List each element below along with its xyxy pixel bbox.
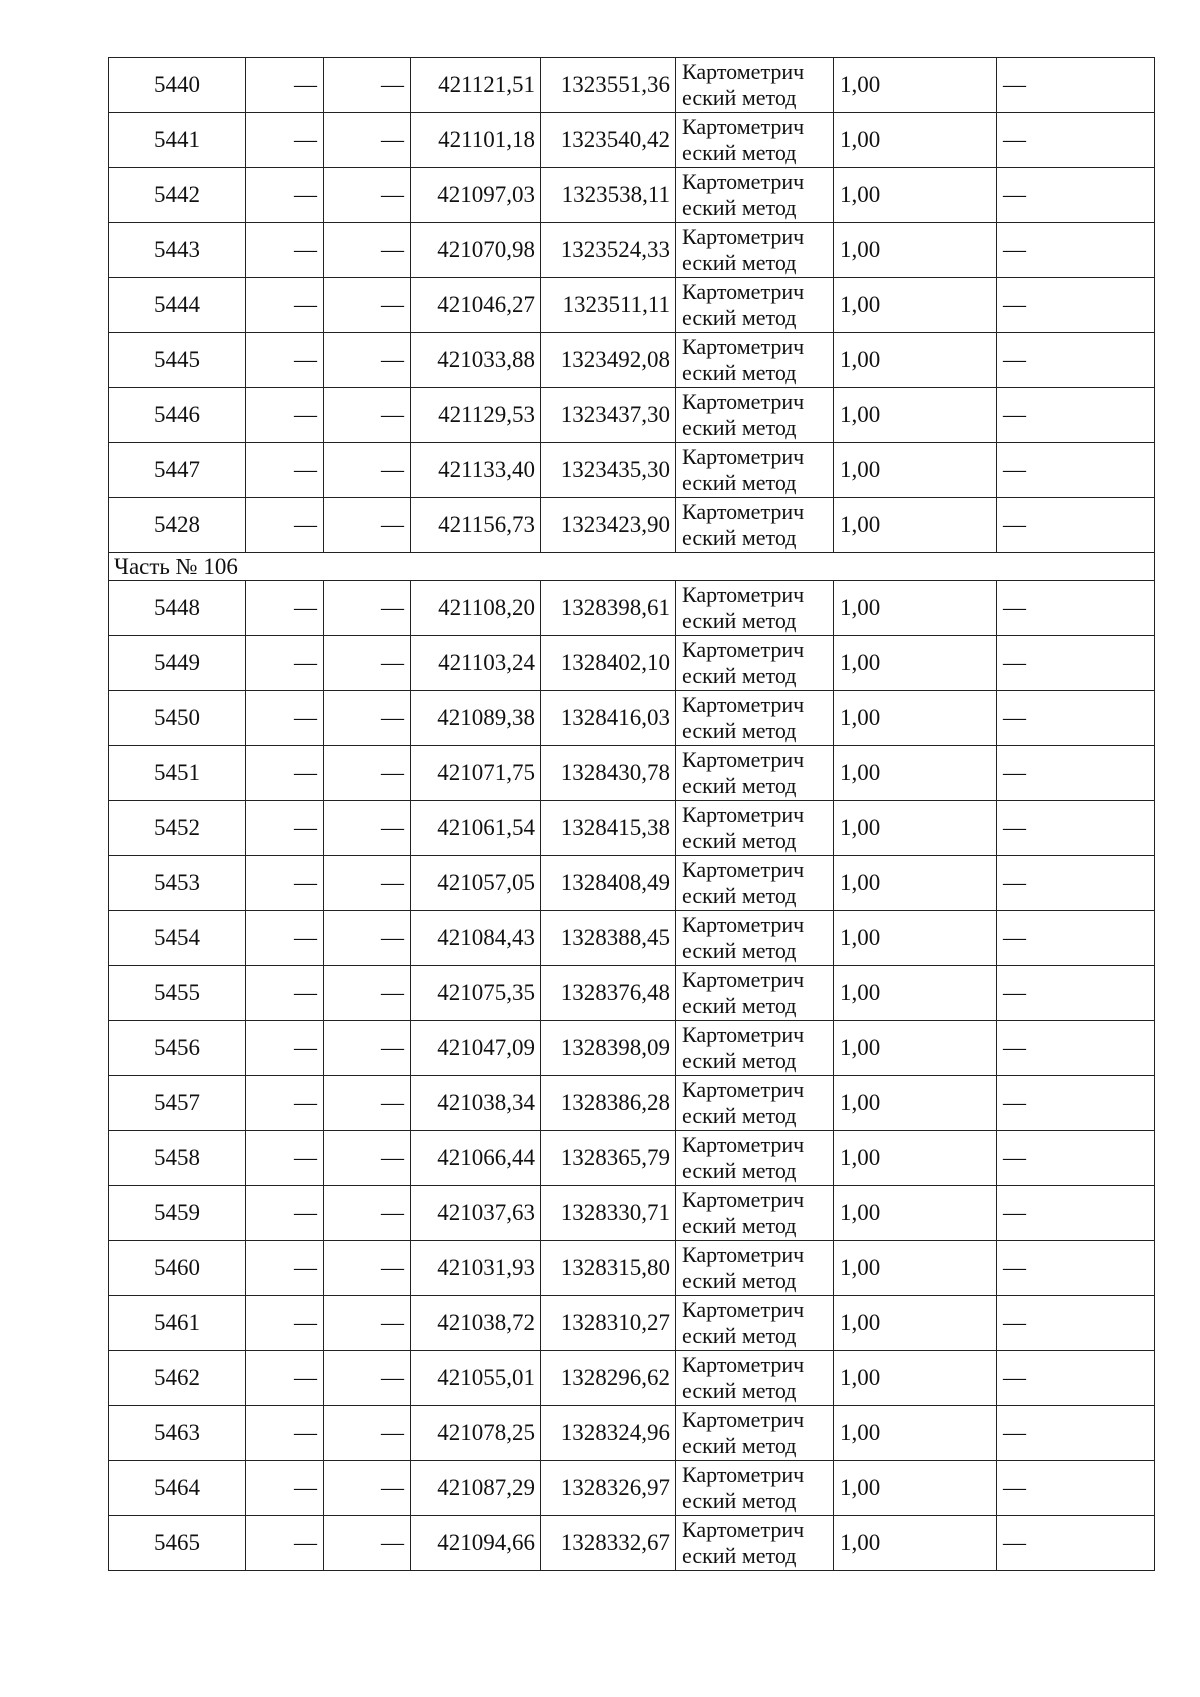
description-cell: — — [997, 498, 1155, 553]
precision-cell: 1,00 — [834, 1241, 997, 1296]
precision-cell: 1,00 — [834, 278, 997, 333]
description-cell: — — [997, 966, 1155, 1021]
x-coordinate-cell: 421057,05 — [411, 856, 541, 911]
point-number-cell: 5457 — [109, 1076, 246, 1131]
old-y-cell: — — [324, 801, 411, 856]
description-cell: — — [997, 1076, 1155, 1131]
section-header-row — [109, 553, 1155, 581]
point-number-cell: 5443 — [109, 223, 246, 278]
table-row — [109, 1461, 1155, 1516]
old-x-cell: — — [246, 1076, 324, 1131]
point-number-cell: 5428 — [109, 498, 246, 553]
old-x-cell: — — [246, 856, 324, 911]
table-row — [109, 1351, 1155, 1406]
precision-cell: 1,00 — [834, 856, 997, 911]
y-coordinate-cell: 1328296,62 — [541, 1351, 676, 1406]
old-y-cell: — — [324, 691, 411, 746]
method-cell: Картометрич еский метод — [676, 58, 834, 113]
y-coordinate-cell: 1328365,79 — [541, 1131, 676, 1186]
y-coordinate-cell: 1328315,80 — [541, 1241, 676, 1296]
description-cell: — — [997, 746, 1155, 801]
method-cell: Картометрич еский метод — [676, 1131, 834, 1186]
precision-cell: 1,00 — [834, 801, 997, 856]
old-y-cell: — — [324, 1186, 411, 1241]
table-row — [109, 1296, 1155, 1351]
x-coordinate-cell: 421061,54 — [411, 801, 541, 856]
description-cell: — — [997, 1021, 1155, 1076]
table-row — [109, 1186, 1155, 1241]
table-row — [109, 443, 1155, 498]
point-number-cell: 5461 — [109, 1296, 246, 1351]
method-cell: Картометрич еский метод — [676, 1351, 834, 1406]
y-coordinate-cell: 1328416,03 — [541, 691, 676, 746]
old-y-cell: — — [324, 443, 411, 498]
x-coordinate-cell: 421121,51 — [411, 58, 541, 113]
x-coordinate-cell: 421075,35 — [411, 966, 541, 1021]
description-cell: — — [997, 223, 1155, 278]
y-coordinate-cell: 1328326,97 — [541, 1461, 676, 1516]
precision-cell: 1,00 — [834, 333, 997, 388]
old-y-cell: — — [324, 498, 411, 553]
description-cell: — — [997, 168, 1155, 223]
point-number-cell: 5445 — [109, 333, 246, 388]
method-cell: Картометрич еский метод — [676, 581, 834, 636]
old-x-cell: — — [246, 1351, 324, 1406]
y-coordinate-cell: 1323551,36 — [541, 58, 676, 113]
table-row — [109, 333, 1155, 388]
table-row — [109, 801, 1155, 856]
old-x-cell: — — [246, 636, 324, 691]
method-cell: Картометрич еский метод — [676, 498, 834, 553]
x-coordinate-cell: 421097,03 — [411, 168, 541, 223]
x-coordinate-cell: 421037,63 — [411, 1186, 541, 1241]
precision-cell: 1,00 — [834, 1406, 997, 1461]
old-y-cell: — — [324, 1131, 411, 1186]
table-row — [109, 168, 1155, 223]
coordinates-table — [108, 57, 1155, 1571]
method-cell: Картометрич еский метод — [676, 333, 834, 388]
old-y-cell: — — [324, 1296, 411, 1351]
x-coordinate-cell: 421103,24 — [411, 636, 541, 691]
precision-cell: 1,00 — [834, 1461, 997, 1516]
x-coordinate-cell: 421031,93 — [411, 1241, 541, 1296]
old-x-cell: — — [246, 1186, 324, 1241]
old-x-cell: — — [246, 58, 324, 113]
point-number-cell: 5444 — [109, 278, 246, 333]
point-number-cell: 5450 — [109, 691, 246, 746]
description-cell: — — [997, 1186, 1155, 1241]
old-x-cell: — — [246, 911, 324, 966]
table-row — [109, 911, 1155, 966]
method-cell: Картометрич еский метод — [676, 1516, 834, 1571]
method-cell: Картометрич еский метод — [676, 1461, 834, 1516]
old-y-cell: — — [324, 388, 411, 443]
point-number-cell: 5440 — [109, 58, 246, 113]
method-cell: Картометрич еский метод — [676, 636, 834, 691]
y-coordinate-cell: 1328398,61 — [541, 581, 676, 636]
method-cell: Картометрич еский метод — [676, 691, 834, 746]
description-cell: — — [997, 278, 1155, 333]
old-x-cell: — — [246, 1406, 324, 1461]
method-cell: Картометрич еский метод — [676, 1076, 834, 1131]
precision-cell: 1,00 — [834, 1186, 997, 1241]
x-coordinate-cell: 421094,66 — [411, 1516, 541, 1571]
old-y-cell: — — [324, 333, 411, 388]
description-cell: — — [997, 911, 1155, 966]
table-row — [109, 278, 1155, 333]
point-number-cell: 5454 — [109, 911, 246, 966]
x-coordinate-cell: 421129,53 — [411, 388, 541, 443]
old-x-cell: — — [246, 498, 324, 553]
table-row — [109, 1131, 1155, 1186]
method-cell: Картометрич еский метод — [676, 1296, 834, 1351]
x-coordinate-cell: 421033,88 — [411, 333, 541, 388]
point-number-cell: 5441 — [109, 113, 246, 168]
precision-cell: 1,00 — [834, 1076, 997, 1131]
x-coordinate-cell: 421084,43 — [411, 911, 541, 966]
old-y-cell: — — [324, 113, 411, 168]
old-y-cell: — — [324, 1021, 411, 1076]
point-number-cell: 5446 — [109, 388, 246, 443]
old-x-cell: — — [246, 223, 324, 278]
old-y-cell: — — [324, 856, 411, 911]
old-x-cell: — — [246, 1021, 324, 1076]
precision-cell: 1,00 — [834, 1296, 997, 1351]
old-y-cell: — — [324, 1351, 411, 1406]
y-coordinate-cell: 1323540,42 — [541, 113, 676, 168]
y-coordinate-cell: 1323538,11 — [541, 168, 676, 223]
method-cell: Картометрич еский метод — [676, 746, 834, 801]
method-cell: Картометрич еский метод — [676, 801, 834, 856]
table-row — [109, 498, 1155, 553]
point-number-cell: 5462 — [109, 1351, 246, 1406]
description-cell: — — [997, 1241, 1155, 1296]
old-x-cell: — — [246, 1131, 324, 1186]
precision-cell: 1,00 — [834, 1021, 997, 1076]
y-coordinate-cell: 1328415,38 — [541, 801, 676, 856]
old-x-cell: — — [246, 1461, 324, 1516]
x-coordinate-cell: 421089,38 — [411, 691, 541, 746]
table-row — [109, 856, 1155, 911]
old-x-cell: — — [246, 581, 324, 636]
description-cell: — — [997, 388, 1155, 443]
description-cell: — — [997, 581, 1155, 636]
method-cell: Картометрич еский метод — [676, 1021, 834, 1076]
precision-cell: 1,00 — [834, 1131, 997, 1186]
precision-cell: 1,00 — [834, 498, 997, 553]
point-number-cell: 5451 — [109, 746, 246, 801]
table-row — [109, 58, 1155, 113]
section-title: Часть № 106 — [109, 553, 1155, 581]
table-body — [109, 58, 1155, 1571]
old-y-cell: — — [324, 1516, 411, 1571]
method-cell: Картометрич еский метод — [676, 113, 834, 168]
precision-cell: 1,00 — [834, 113, 997, 168]
description-cell: — — [997, 1461, 1155, 1516]
point-number-cell: 5458 — [109, 1131, 246, 1186]
point-number-cell: 5447 — [109, 443, 246, 498]
table-row — [109, 223, 1155, 278]
old-x-cell: — — [246, 333, 324, 388]
y-coordinate-cell: 1323435,30 — [541, 443, 676, 498]
table-row — [109, 636, 1155, 691]
old-x-cell: — — [246, 746, 324, 801]
old-y-cell: — — [324, 1241, 411, 1296]
x-coordinate-cell: 421101,18 — [411, 113, 541, 168]
y-coordinate-cell: 1323437,30 — [541, 388, 676, 443]
y-coordinate-cell: 1323511,11 — [541, 278, 676, 333]
method-cell: Картометрич еский метод — [676, 1406, 834, 1461]
x-coordinate-cell: 421055,01 — [411, 1351, 541, 1406]
precision-cell: 1,00 — [834, 691, 997, 746]
method-cell: Картометрич еский метод — [676, 966, 834, 1021]
precision-cell: 1,00 — [834, 746, 997, 801]
old-x-cell: — — [246, 966, 324, 1021]
point-number-cell: 5463 — [109, 1406, 246, 1461]
y-coordinate-cell: 1323524,33 — [541, 223, 676, 278]
point-number-cell: 5448 — [109, 581, 246, 636]
old-x-cell: — — [246, 113, 324, 168]
y-coordinate-cell: 1328386,28 — [541, 1076, 676, 1131]
old-x-cell: — — [246, 1241, 324, 1296]
method-cell: Картометрич еский метод — [676, 856, 834, 911]
point-number-cell: 5442 — [109, 168, 246, 223]
x-coordinate-cell: 421070,98 — [411, 223, 541, 278]
old-x-cell: — — [246, 388, 324, 443]
old-y-cell: — — [324, 581, 411, 636]
description-cell: — — [997, 856, 1155, 911]
x-coordinate-cell: 421108,20 — [411, 581, 541, 636]
precision-cell: 1,00 — [834, 443, 997, 498]
table-row — [109, 1406, 1155, 1461]
precision-cell: 1,00 — [834, 1351, 997, 1406]
x-coordinate-cell: 421038,72 — [411, 1296, 541, 1351]
table-row — [109, 1241, 1155, 1296]
point-number-cell: 5464 — [109, 1461, 246, 1516]
table-row — [109, 1076, 1155, 1131]
x-coordinate-cell: 421156,73 — [411, 498, 541, 553]
description-cell: — — [997, 333, 1155, 388]
x-coordinate-cell: 421066,44 — [411, 1131, 541, 1186]
description-cell: — — [997, 1406, 1155, 1461]
description-cell: — — [997, 1516, 1155, 1571]
description-cell: — — [997, 636, 1155, 691]
old-x-cell: — — [246, 1516, 324, 1571]
point-number-cell: 5455 — [109, 966, 246, 1021]
old-x-cell: — — [246, 168, 324, 223]
old-y-cell: — — [324, 168, 411, 223]
table-row — [109, 966, 1155, 1021]
y-coordinate-cell: 1328376,48 — [541, 966, 676, 1021]
precision-cell: 1,00 — [834, 966, 997, 1021]
precision-cell: 1,00 — [834, 581, 997, 636]
old-y-cell: — — [324, 1406, 411, 1461]
precision-cell: 1,00 — [834, 1516, 997, 1571]
old-y-cell: — — [324, 58, 411, 113]
old-x-cell: — — [246, 443, 324, 498]
y-coordinate-cell: 1328310,27 — [541, 1296, 676, 1351]
point-number-cell: 5460 — [109, 1241, 246, 1296]
y-coordinate-cell: 1328408,49 — [541, 856, 676, 911]
old-y-cell: — — [324, 1076, 411, 1131]
precision-cell: 1,00 — [834, 58, 997, 113]
old-y-cell: — — [324, 966, 411, 1021]
method-cell: Картометрич еский метод — [676, 168, 834, 223]
old-y-cell: — — [324, 278, 411, 333]
y-coordinate-cell: 1328332,67 — [541, 1516, 676, 1571]
description-cell: — — [997, 443, 1155, 498]
point-number-cell: 5459 — [109, 1186, 246, 1241]
method-cell: Картометрич еский метод — [676, 223, 834, 278]
point-number-cell: 5465 — [109, 1516, 246, 1571]
old-y-cell: — — [324, 636, 411, 691]
precision-cell: 1,00 — [834, 168, 997, 223]
y-coordinate-cell: 1328430,78 — [541, 746, 676, 801]
y-coordinate-cell: 1328324,96 — [541, 1406, 676, 1461]
description-cell: — — [997, 1296, 1155, 1351]
method-cell: Картометрич еский метод — [676, 1186, 834, 1241]
y-coordinate-cell: 1328388,45 — [541, 911, 676, 966]
table-row — [109, 113, 1155, 168]
point-number-cell: 5456 — [109, 1021, 246, 1076]
method-cell: Картометрич еский метод — [676, 388, 834, 443]
description-cell: — — [997, 1351, 1155, 1406]
y-coordinate-cell: 1328402,10 — [541, 636, 676, 691]
point-number-cell: 5449 — [109, 636, 246, 691]
x-coordinate-cell: 421078,25 — [411, 1406, 541, 1461]
y-coordinate-cell: 1328330,71 — [541, 1186, 676, 1241]
precision-cell: 1,00 — [834, 636, 997, 691]
table-row — [109, 1516, 1155, 1571]
table-row — [109, 691, 1155, 746]
method-cell: Картометрич еский метод — [676, 278, 834, 333]
table-row — [109, 746, 1155, 801]
x-coordinate-cell: 421047,09 — [411, 1021, 541, 1076]
x-coordinate-cell: 421087,29 — [411, 1461, 541, 1516]
point-number-cell: 5452 — [109, 801, 246, 856]
description-cell: — — [997, 691, 1155, 746]
description-cell: — — [997, 58, 1155, 113]
y-coordinate-cell: 1323423,90 — [541, 498, 676, 553]
old-y-cell: — — [324, 746, 411, 801]
y-coordinate-cell: 1328398,09 — [541, 1021, 676, 1076]
precision-cell: 1,00 — [834, 388, 997, 443]
table-row — [109, 581, 1155, 636]
old-x-cell: — — [246, 1296, 324, 1351]
old-x-cell: — — [246, 801, 324, 856]
old-y-cell: — — [324, 1461, 411, 1516]
table-row — [109, 1021, 1155, 1076]
precision-cell: 1,00 — [834, 911, 997, 966]
x-coordinate-cell: 421071,75 — [411, 746, 541, 801]
y-coordinate-cell: 1323492,08 — [541, 333, 676, 388]
description-cell: — — [997, 113, 1155, 168]
x-coordinate-cell: 421133,40 — [411, 443, 541, 498]
old-y-cell: — — [324, 223, 411, 278]
x-coordinate-cell: 421046,27 — [411, 278, 541, 333]
description-cell: — — [997, 801, 1155, 856]
description-cell: — — [997, 1131, 1155, 1186]
method-cell: Картометрич еский метод — [676, 911, 834, 966]
old-x-cell: — — [246, 278, 324, 333]
old-x-cell: — — [246, 691, 324, 746]
point-number-cell: 5453 — [109, 856, 246, 911]
table-row — [109, 388, 1155, 443]
method-cell: Картометрич еский метод — [676, 443, 834, 498]
method-cell: Картометрич еский метод — [676, 1241, 834, 1296]
old-y-cell: — — [324, 911, 411, 966]
x-coordinate-cell: 421038,34 — [411, 1076, 541, 1131]
precision-cell: 1,00 — [834, 223, 997, 278]
